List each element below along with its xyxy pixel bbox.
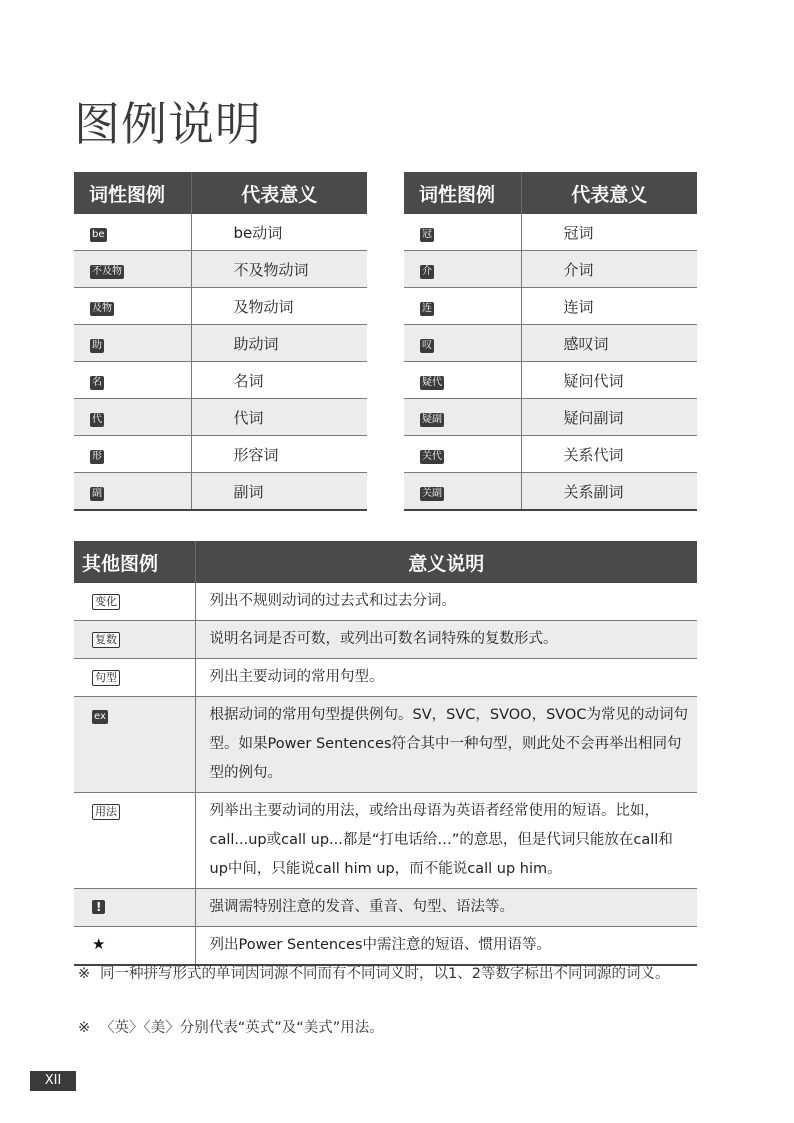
table-row bbox=[404, 436, 697, 473]
pos-meaning: 关系代词 bbox=[521, 436, 697, 473]
star-icon: ★ bbox=[92, 935, 106, 953]
table-row bbox=[74, 288, 367, 325]
table-row bbox=[74, 399, 367, 436]
table-row bbox=[404, 214, 697, 251]
pos-header-legend: 词性图例 bbox=[404, 172, 521, 214]
legend-description: 列举出主要动词的用法，或给出母语为英语者经常使用的短语。比如，call...up或call up...都是“打电话给…”的意思，但是代词只能放在call和up中间，只能说call him up，而不能说call up him。 bbox=[195, 793, 697, 889]
pos-legend-table-right bbox=[404, 172, 697, 511]
pos-badge: 助 bbox=[92, 339, 102, 351]
legend-badge: 变化 bbox=[92, 594, 120, 610]
legend-badge: 用法 bbox=[92, 804, 120, 820]
pos-badge: 叹 bbox=[422, 339, 432, 351]
other-header-legend: 其他图例 bbox=[74, 541, 195, 583]
pos-meaning: 疑问副词 bbox=[521, 399, 697, 436]
reference-mark-icon: ※ bbox=[78, 966, 91, 982]
pos-meaning: 冠词 bbox=[521, 214, 697, 251]
pos-legend-table-left bbox=[74, 172, 367, 511]
table-row bbox=[74, 583, 697, 621]
pos-meaning: 感叹词 bbox=[521, 325, 697, 362]
pos-badge: 不及物 bbox=[92, 265, 122, 277]
pos-meaning: 及物动词 bbox=[191, 288, 367, 325]
footnote-2 bbox=[78, 1014, 698, 1042]
table-row bbox=[74, 697, 697, 793]
legend-badge: 复数 bbox=[92, 632, 120, 648]
pos-meaning: 连词 bbox=[521, 288, 697, 325]
table-row bbox=[74, 473, 367, 511]
legend-description: 列出Power Sentences中需注意的短语、惯用语等。 bbox=[195, 927, 697, 966]
pos-meaning: 形容词 bbox=[191, 436, 367, 473]
footnote-text: 〈英〉〈美〉分别代表“英式”及“美式”用法。 bbox=[100, 1020, 384, 1036]
page-number: XII bbox=[30, 1071, 76, 1091]
pos-badge: be bbox=[92, 228, 105, 240]
legend-description: 说明名词是否可数，或列出可数名词特殊的复数形式。 bbox=[195, 621, 697, 659]
legend-description: 列出主要动词的常用句型。 bbox=[195, 659, 697, 697]
pos-badge: 连 bbox=[422, 302, 432, 314]
legend-description: 根据动词的常用句型提供例句。SV，SVC，SVOO，SVOC为常见的动词句型。如果Power Sentences符合其中一种句型，则此处不会再举出相同句型的例句。 bbox=[195, 697, 697, 793]
pos-meaning: 介词 bbox=[521, 251, 697, 288]
table-row bbox=[404, 473, 697, 511]
reference-mark-icon: ※ bbox=[78, 1020, 91, 1036]
pos-badge: 形 bbox=[92, 450, 102, 462]
pos-badge: 名 bbox=[92, 376, 102, 388]
table-row bbox=[74, 325, 367, 362]
legend-description: 强调需特别注意的发音、重音、句型、语法等。 bbox=[195, 889, 697, 927]
table-row bbox=[74, 251, 367, 288]
pos-badge: 冠 bbox=[422, 228, 432, 240]
table-row bbox=[74, 214, 367, 251]
table-row bbox=[74, 436, 367, 473]
table-row bbox=[74, 362, 367, 399]
table-row bbox=[404, 362, 697, 399]
pos-badge: 代 bbox=[92, 413, 102, 425]
pos-meaning: be动词 bbox=[191, 214, 367, 251]
example-icon: ex bbox=[94, 711, 106, 722]
legend-badge: 句型 bbox=[92, 670, 120, 686]
other-legend-table bbox=[74, 541, 697, 966]
pos-meaning: 名词 bbox=[191, 362, 367, 399]
table-row bbox=[74, 793, 697, 889]
pos-badge: 及物 bbox=[92, 302, 112, 314]
table-row bbox=[74, 659, 697, 697]
table-row bbox=[404, 251, 697, 288]
pos-badge: 疑副 bbox=[422, 413, 442, 425]
footnote-text: 同一种拼写形式的单词因词源不同而有不同词义时，以1、2等数字标出不同词源的词义。 bbox=[100, 966, 670, 982]
pos-meaning: 疑问代词 bbox=[521, 362, 697, 399]
pos-meaning: 副词 bbox=[191, 473, 367, 511]
pos-badge: 关代 bbox=[422, 450, 442, 462]
table-row bbox=[74, 621, 697, 659]
pos-meaning: 不及物动词 bbox=[191, 251, 367, 288]
pos-badge: 介 bbox=[422, 265, 432, 277]
pos-header-meaning: 代表意义 bbox=[191, 172, 367, 214]
pos-badge: 疑代 bbox=[422, 376, 442, 388]
table-row bbox=[404, 288, 697, 325]
pos-badge: 关副 bbox=[422, 487, 442, 499]
pos-meaning: 代词 bbox=[191, 399, 367, 436]
pos-header-legend: 词性图例 bbox=[74, 172, 191, 214]
pos-meaning: 助动词 bbox=[191, 325, 367, 362]
other-header-meaning: 意义说明 bbox=[195, 541, 697, 583]
footnote-1 bbox=[78, 960, 698, 988]
legend-description: 列出不规则动词的过去式和过去分词。 bbox=[195, 583, 697, 621]
page-title: 图例说明 bbox=[74, 97, 262, 151]
pos-header-meaning: 代表意义 bbox=[521, 172, 697, 214]
table-row bbox=[404, 325, 697, 362]
exclamation-icon: ! bbox=[92, 900, 105, 914]
table-row bbox=[74, 889, 697, 927]
pos-meaning: 关系副词 bbox=[521, 473, 697, 511]
pos-badge: 副 bbox=[92, 487, 102, 499]
table-row bbox=[404, 399, 697, 436]
